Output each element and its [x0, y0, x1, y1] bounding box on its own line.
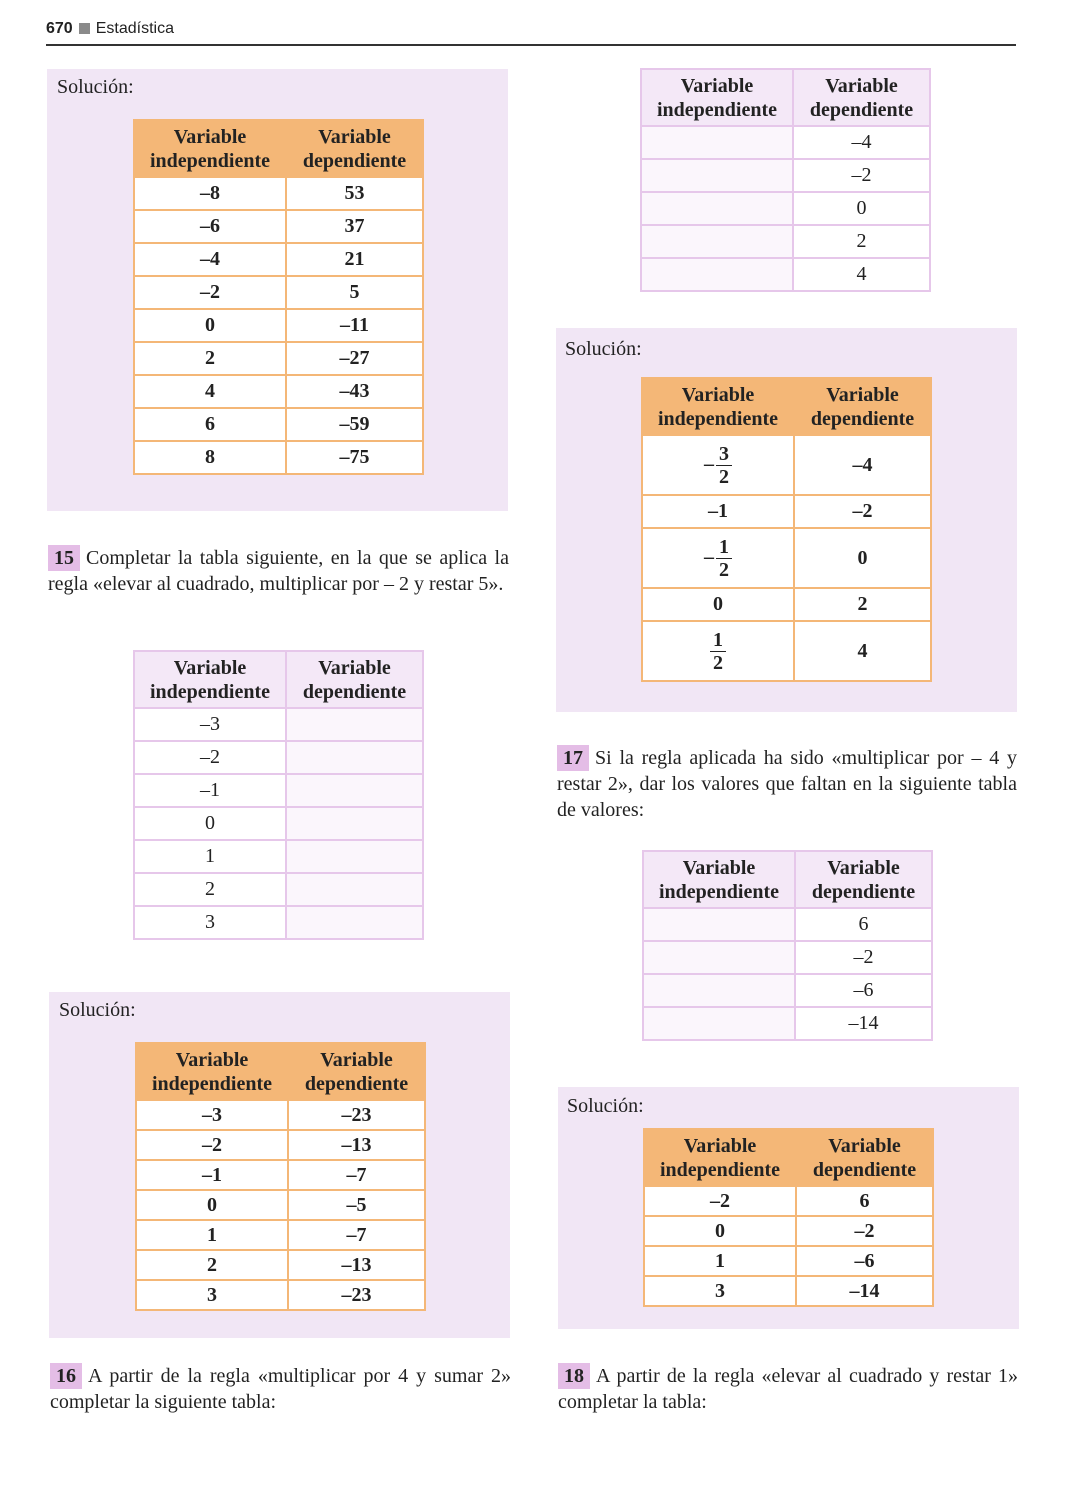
table-row — [136, 1190, 425, 1220]
header-dependent: Variable dependiente — [794, 378, 931, 435]
table-row — [134, 408, 423, 441]
problem-17 — [557, 745, 1017, 823]
table-row — [134, 708, 423, 741]
header-independent: Variable independiente — [642, 378, 794, 435]
table-row — [642, 435, 931, 495]
page-header — [46, 20, 1016, 46]
table-row — [134, 873, 423, 906]
cell-dependent: –2 — [796, 1216, 933, 1246]
cell-dependent: –6 — [795, 974, 932, 1007]
cell-dependent — [286, 774, 423, 807]
fraction — [716, 443, 732, 488]
cell-independent: 0 — [136, 1190, 288, 1220]
table-row — [644, 1276, 933, 1306]
cell-dependent: –43 — [286, 375, 423, 408]
fraction-numerator: 1 — [710, 629, 726, 652]
question-table-17 — [642, 850, 933, 1041]
cell-independent: 2 — [136, 1250, 288, 1280]
fraction-denominator: 2 — [719, 558, 729, 581]
header-independent: Variable independiente — [644, 1129, 796, 1186]
cell-independent: –3 — [134, 708, 286, 741]
table-row — [136, 1280, 425, 1310]
cell-independent — [643, 941, 795, 974]
cell-dependent — [286, 807, 423, 840]
cell-independent: 3 — [134, 906, 286, 939]
table-row — [642, 588, 931, 621]
cell-dependent — [286, 906, 423, 939]
table-row — [643, 1007, 932, 1040]
solution-table-a — [133, 119, 424, 475]
header-independent: Variable independiente — [643, 851, 795, 908]
cell-independent — [642, 435, 794, 495]
fraction — [710, 629, 726, 674]
solution-label: Solución: — [565, 338, 642, 360]
cell-dependent: –23 — [288, 1280, 425, 1310]
cell-dependent — [286, 741, 423, 774]
cell-independent: –8 — [134, 177, 286, 210]
header-dependent: Variable dependiente — [793, 69, 930, 126]
header-dependent: Variable dependiente — [288, 1043, 425, 1100]
cell-independent: –2 — [644, 1186, 796, 1216]
table-row — [642, 621, 931, 681]
header-independent: Variable independiente — [641, 69, 793, 126]
table-row — [643, 908, 932, 941]
solution-label: Solución: — [57, 76, 134, 98]
page-number: 670 — [46, 20, 73, 37]
cell-independent: –1 — [642, 495, 794, 528]
table-row — [644, 1216, 933, 1246]
table-row — [641, 126, 930, 159]
cell-dependent: –59 — [286, 408, 423, 441]
table-row — [136, 1250, 425, 1280]
cell-independent: 4 — [134, 375, 286, 408]
header-independent: Variable independiente — [134, 651, 286, 708]
problem-text: Completar la tabla siguiente, en la que se aplica la regla «elevar al cuadrado, multiplicar por – 2 y restar 5». — [48, 547, 509, 595]
cell-independent: 0 — [644, 1216, 796, 1246]
cell-independent: –1 — [134, 774, 286, 807]
question-table-15 — [133, 650, 424, 940]
table-row — [134, 906, 423, 939]
solution-label: Solución: — [567, 1095, 644, 1117]
solution-table-16 — [641, 377, 932, 682]
cell-dependent: –75 — [286, 441, 423, 474]
cell-dependent: –6 — [796, 1246, 933, 1276]
fraction-numerator: 3 — [716, 443, 732, 466]
cell-independent: 2 — [134, 342, 286, 375]
cell-independent: –2 — [134, 741, 286, 774]
table-row — [644, 1186, 933, 1216]
cell-independent: 0 — [134, 807, 286, 840]
header-independent: Variable independiente — [136, 1043, 288, 1100]
cell-independent: –2 — [136, 1130, 288, 1160]
cell-independent: 2 — [134, 873, 286, 906]
cell-dependent: 37 — [286, 210, 423, 243]
header-dependent: Variable dependiente — [286, 651, 423, 708]
table-row — [134, 243, 423, 276]
cell-dependent: –4 — [793, 126, 930, 159]
cell-dependent: –4 — [794, 435, 931, 495]
cell-dependent — [286, 840, 423, 873]
table-row — [641, 258, 930, 291]
cell-independent: 1 — [136, 1220, 288, 1250]
cell-independent: –2 — [134, 276, 286, 309]
table-row — [641, 159, 930, 192]
table-row — [641, 192, 930, 225]
cell-independent: 0 — [134, 309, 286, 342]
table-row — [642, 495, 931, 528]
cell-independent: –6 — [134, 210, 286, 243]
fraction-numerator: 1 — [716, 536, 732, 559]
problem-text: A partir de la regla «elevar al cuadrado y restar 1» completar la tabla: — [558, 1365, 1018, 1413]
cell-dependent — [286, 708, 423, 741]
cell-dependent — [286, 873, 423, 906]
cell-dependent: –23 — [288, 1100, 425, 1130]
cell-independent — [641, 192, 793, 225]
table-row — [641, 225, 930, 258]
cell-independent: 3 — [644, 1276, 796, 1306]
cell-dependent: –14 — [796, 1276, 933, 1306]
cell-independent: –4 — [134, 243, 286, 276]
header-dependent: Variable dependiente — [795, 851, 932, 908]
table-row — [134, 276, 423, 309]
fraction-sign: – — [704, 545, 714, 568]
problem-15 — [48, 545, 509, 597]
cell-independent — [642, 621, 794, 681]
cell-dependent: –7 — [288, 1160, 425, 1190]
cell-independent: 1 — [134, 840, 286, 873]
cell-dependent: 5 — [286, 276, 423, 309]
cell-dependent: 4 — [793, 258, 930, 291]
cell-dependent: 2 — [794, 588, 931, 621]
fraction-denominator: 2 — [713, 651, 723, 674]
table-row — [134, 177, 423, 210]
cell-dependent: –2 — [794, 495, 931, 528]
problem-text: Si la regla aplicada ha sido «multiplicar por – 4 y restar 2», dar los valores que faltan en la siguiente tabla de valores: — [557, 747, 1017, 821]
table-row — [642, 528, 931, 588]
question-table-16 — [640, 68, 931, 292]
cell-dependent: 4 — [794, 621, 931, 681]
table-row — [136, 1100, 425, 1130]
table-row — [134, 375, 423, 408]
solution-table-17 — [643, 1128, 934, 1307]
table-row — [643, 974, 932, 1007]
cell-dependent: –2 — [793, 159, 930, 192]
cell-independent: 1 — [644, 1246, 796, 1276]
header-independent: Variable independiente — [134, 120, 286, 177]
header-dependent: Variable dependiente — [796, 1129, 933, 1186]
table-row — [136, 1160, 425, 1190]
cell-dependent: –27 — [286, 342, 423, 375]
problem-16 — [50, 1363, 511, 1415]
problem-18 — [558, 1363, 1018, 1415]
table-row — [644, 1246, 933, 1276]
problem-text: A partir de la regla «multiplicar por 4 y sumar 2» completar la siguiente tabla: — [50, 1365, 511, 1413]
solution-table-15 — [135, 1042, 426, 1311]
table-row — [134, 840, 423, 873]
cell-independent — [642, 528, 794, 588]
header-dependent: Variable dependiente — [286, 120, 423, 177]
cell-independent: 8 — [134, 441, 286, 474]
cell-independent: –1 — [136, 1160, 288, 1190]
cell-independent — [643, 1007, 795, 1040]
cell-dependent: –13 — [288, 1250, 425, 1280]
cell-dependent: –13 — [288, 1130, 425, 1160]
cell-dependent: –7 — [288, 1220, 425, 1250]
cell-independent — [643, 908, 795, 941]
fraction — [716, 536, 732, 581]
square-bullet-icon — [79, 23, 90, 34]
table-row — [134, 309, 423, 342]
table-row — [134, 741, 423, 774]
table-row — [136, 1130, 425, 1160]
cell-dependent: 0 — [794, 528, 931, 588]
table-row — [643, 941, 932, 974]
cell-independent: –3 — [136, 1100, 288, 1130]
fraction-sign: – — [704, 452, 714, 475]
cell-independent: 3 — [136, 1280, 288, 1310]
solution-label: Solución: — [59, 999, 136, 1021]
cell-dependent: –5 — [288, 1190, 425, 1220]
table-row — [134, 441, 423, 474]
cell-independent — [641, 258, 793, 291]
cell-dependent: 0 — [793, 192, 930, 225]
cell-dependent: –2 — [795, 941, 932, 974]
table-row — [136, 1220, 425, 1250]
cell-dependent: –11 — [286, 309, 423, 342]
table-row — [134, 210, 423, 243]
table-row — [134, 807, 423, 840]
cell-dependent: 6 — [796, 1186, 933, 1216]
cell-independent: 0 — [642, 588, 794, 621]
cell-independent: 6 — [134, 408, 286, 441]
cell-independent — [641, 225, 793, 258]
cell-dependent: 53 — [286, 177, 423, 210]
cell-independent — [643, 974, 795, 1007]
table-row — [134, 342, 423, 375]
cell-independent — [641, 159, 793, 192]
cell-dependent: 2 — [793, 225, 930, 258]
problem-number: 17 — [557, 745, 589, 771]
fraction-denominator: 2 — [719, 465, 729, 488]
cell-dependent: 6 — [795, 908, 932, 941]
cell-independent — [641, 126, 793, 159]
cell-dependent: 21 — [286, 243, 423, 276]
cell-dependent: –14 — [795, 1007, 932, 1040]
problem-number: 18 — [558, 1363, 590, 1389]
problem-number: 16 — [50, 1363, 82, 1389]
section-title: Estadística — [95, 20, 174, 37]
table-row — [134, 774, 423, 807]
problem-number: 15 — [48, 545, 80, 571]
